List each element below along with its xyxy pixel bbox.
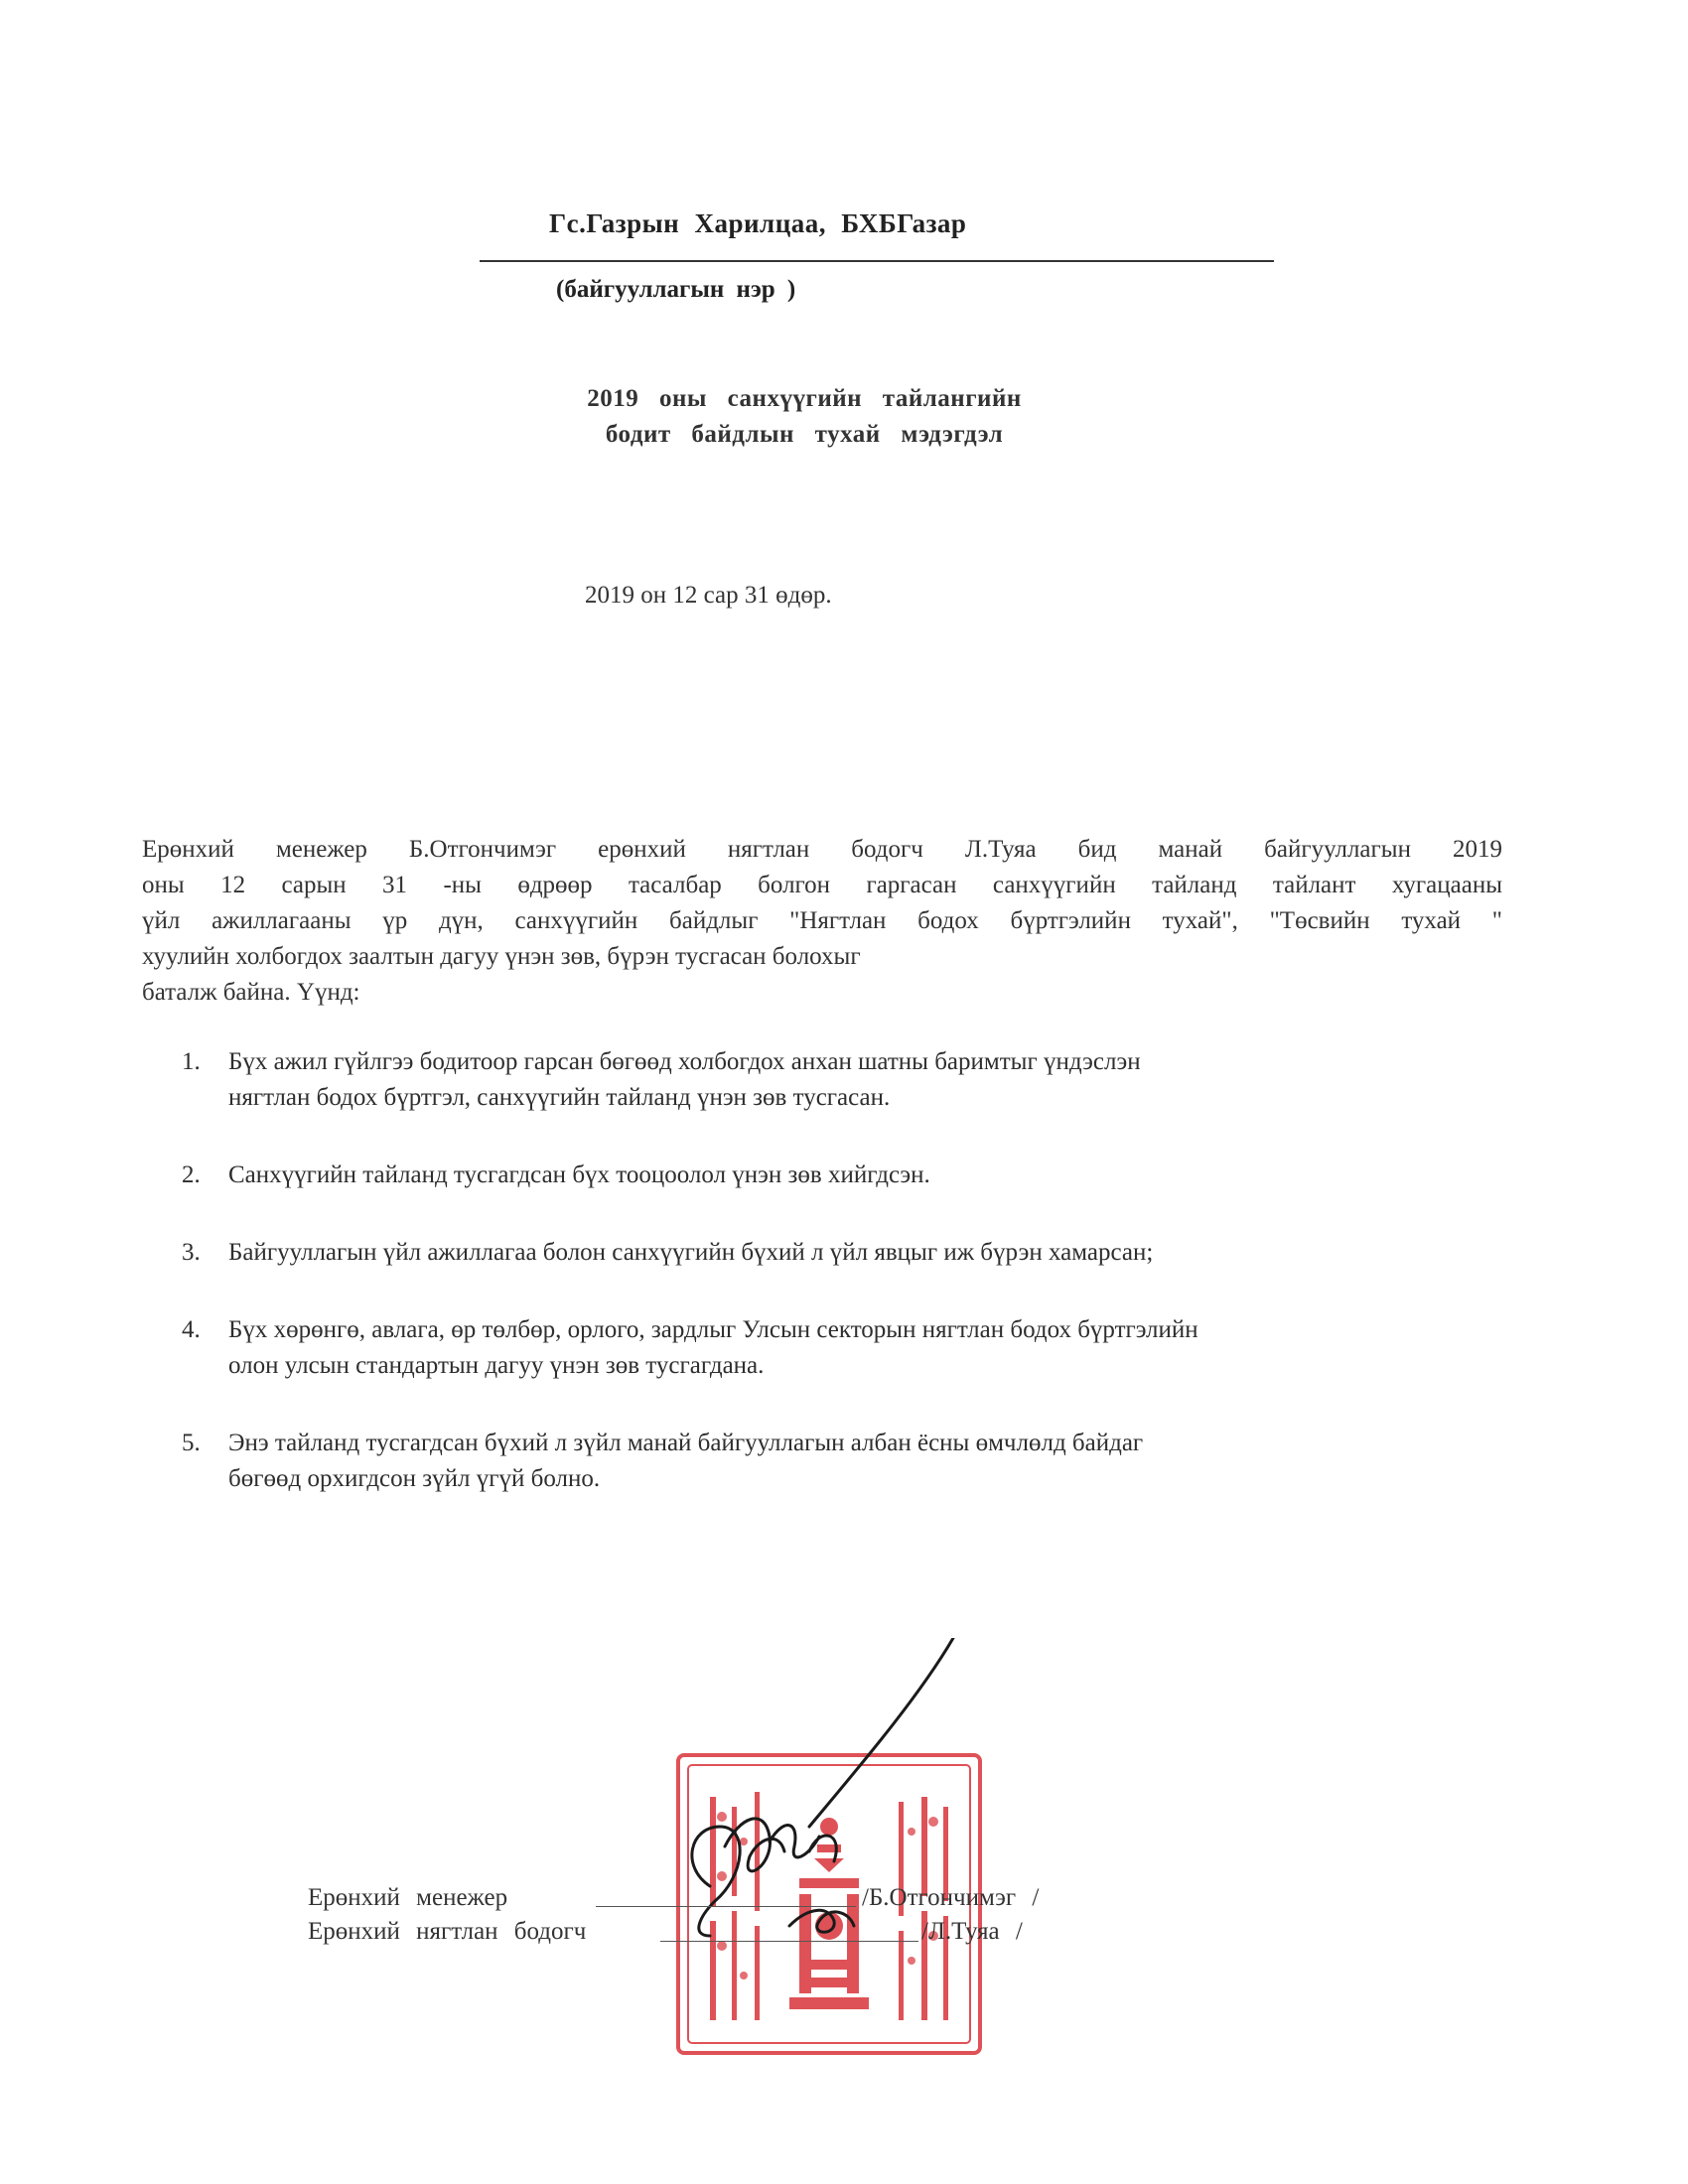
list-item-text: Бүх хөрөнгө, авлага, өр төлбөр, орлого, зардлыг Улсын секторын нягтлан бодох бүртгэлийн xyxy=(228,1316,1198,1343)
statement-paragraph xyxy=(142,832,1502,1011)
signatory-role-chief-accountant: Ерөнхий нягтлан бодогч xyxy=(308,1918,587,1945)
list-item-text: олон улсын стандартын дагуу үнэн зөв тусгагдана. xyxy=(228,1352,765,1379)
list-item-text: бөгөөд орхигдсон зүйл үгүй болно. xyxy=(228,1465,601,1492)
signatory-role-general-manager: Ерөнхий менежер xyxy=(308,1884,508,1911)
paragraph-line: оны 12 сарын 31 -ны өдрөөр тасалбар болгон гаргасан санхүүгийн тайланд тайлант хугацааны xyxy=(142,872,1502,898)
list-item-text: Санхүүгийн тайланд тусгагдсан бүх тооцоолол үнэн зөв хийгдсэн. xyxy=(228,1161,930,1188)
list-item-number: 5. xyxy=(182,1430,201,1456)
document-title-line-2: бодит байдлын тухай мэдэгдэл xyxy=(605,421,1004,448)
signature-line xyxy=(596,1906,856,1907)
list-item-text: Бүх ажил гүйлгээ бодитоор гарсан бөгөөд холбогдох анхан шатны баримтыг үндэслэн xyxy=(228,1048,1141,1075)
organization-name: Гс.Газрын Харилцаа, БХБГазар xyxy=(549,208,967,238)
paragraph-line: Ерөнхий менежер Б.Отгончимэг ерөнхий нягтлан бодогч Л.Туяа бид манай байгууллагын 2019 xyxy=(142,836,1502,863)
organization-caption: (байгууллагын нэр ) xyxy=(556,276,796,303)
list-item-text: Байгууллагын үйл ажиллагаа болон санхүүгийн бүхий л үйл явцыг иж бүрэн хамарсан; xyxy=(228,1239,1154,1266)
list-item xyxy=(182,1312,1473,1384)
organization-underline xyxy=(480,260,1274,262)
document-title-line-1: 2019 оны санхүүгийн тайлангийн xyxy=(587,385,1022,412)
list-item xyxy=(182,1158,1473,1193)
list-item-number: 3. xyxy=(182,1239,201,1266)
list-item-text: нягтлан бодох бүртгэл, санхүүгийн тайланд үнэн зөв тусгасан. xyxy=(228,1084,891,1111)
document-date: 2019 он 12 сар 31 өдөр. xyxy=(585,582,832,609)
list-item-text: Энэ тайланд тусгагдсан бүхий л зүйл манай байгууллагын албан ёсны өмчлөлд байдаг xyxy=(228,1430,1144,1456)
list-item-number: 2. xyxy=(182,1161,201,1188)
list-item xyxy=(182,1426,1473,1497)
paragraph-line: баталж байна. Үүнд: xyxy=(142,979,360,1006)
signatory-name-chief-accountant: /Л.Туяа / xyxy=(921,1918,1023,1945)
list-item-number: 1. xyxy=(182,1048,201,1075)
list-item xyxy=(182,1235,1473,1271)
signatory-name-general-manager: /Б.Отгончимэг / xyxy=(862,1884,1040,1911)
list-item-number: 4. xyxy=(182,1316,201,1343)
list-item xyxy=(182,1044,1473,1116)
signature-line xyxy=(660,1941,918,1942)
paragraph-line: үйл ажиллагааны үр дүн, санхүүгийн байдлыг "Нягтлан бодох бүртгэлийн тухай", "Төсвийн тухай " xyxy=(142,907,1502,934)
paragraph-line: хуулийн холбогдох заалтын дагуу үнэн зөв, бүрэн тусгасан болохыг xyxy=(142,943,861,970)
confirmation-list xyxy=(182,1044,1473,1539)
